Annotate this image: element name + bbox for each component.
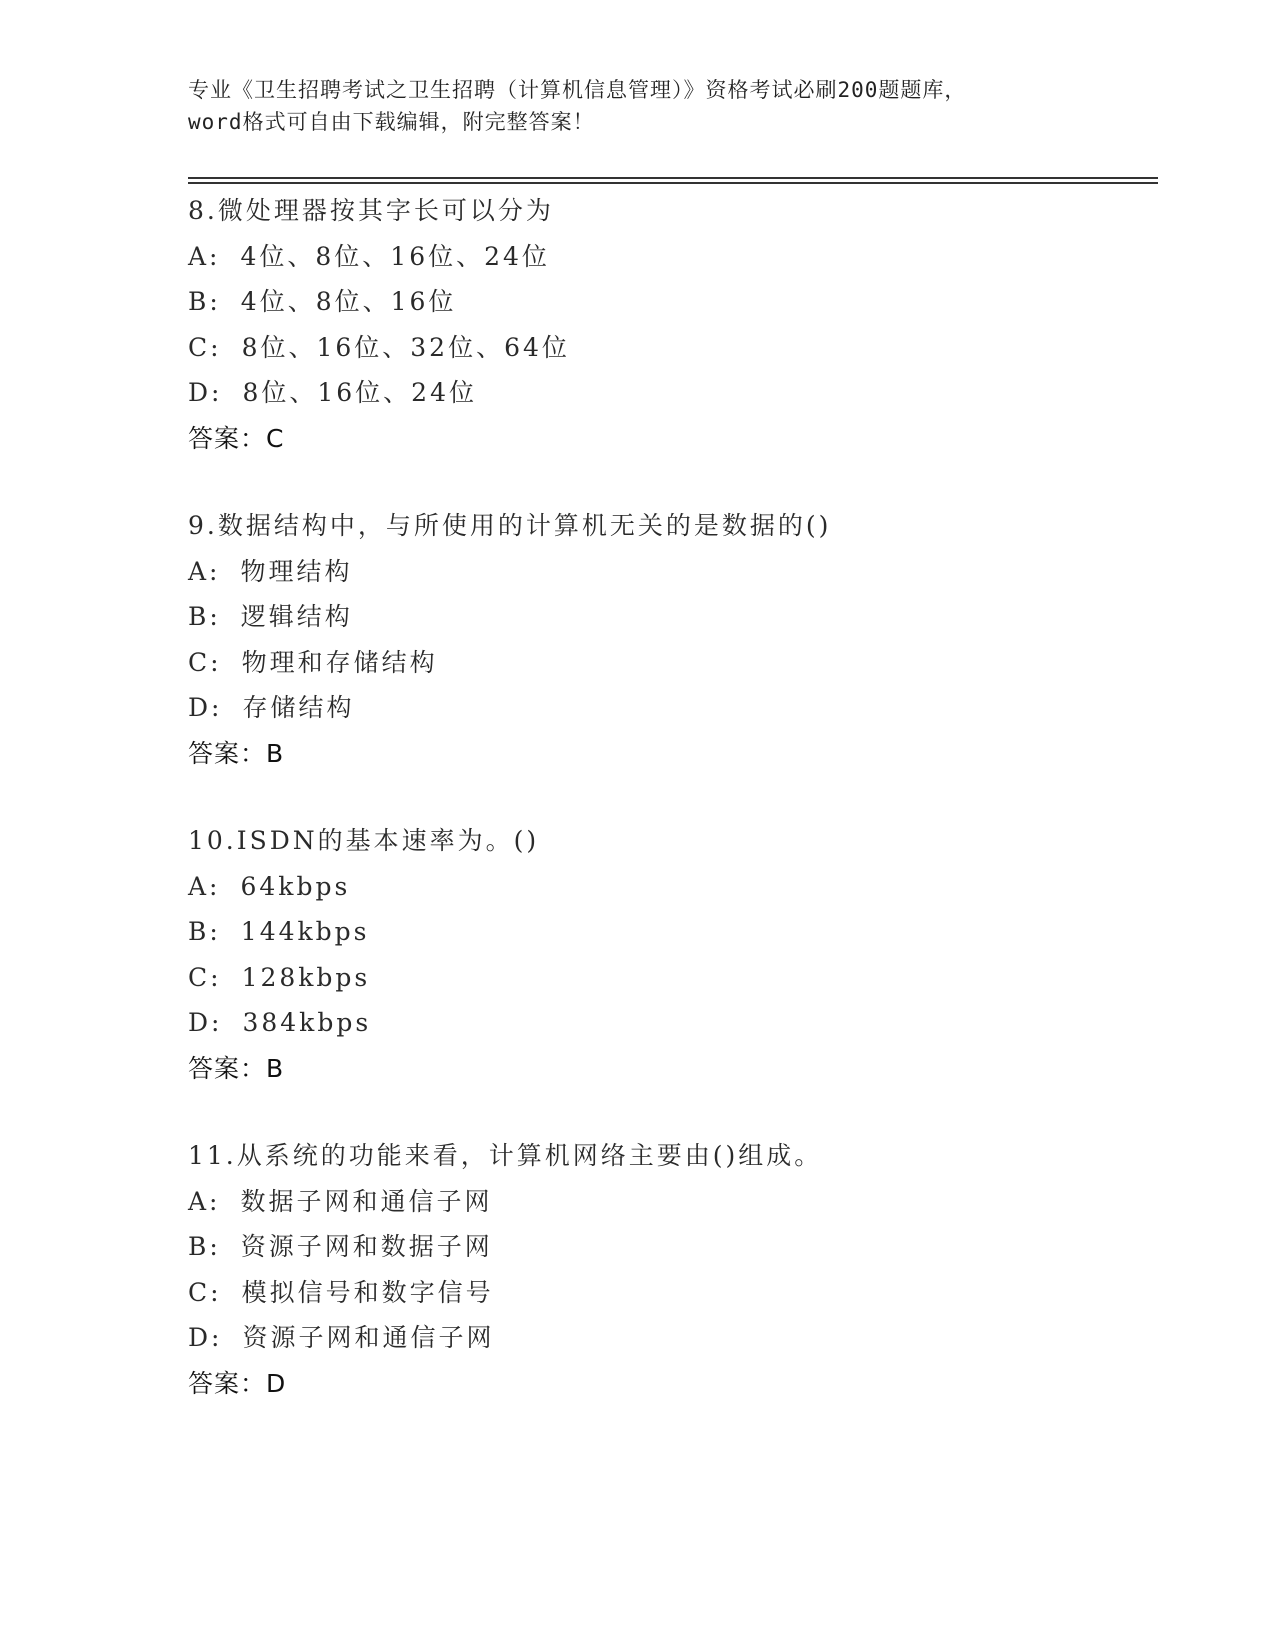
option-a xyxy=(188,234,1138,280)
question-block-11 xyxy=(188,1133,1138,1407)
header-divider-bottom xyxy=(188,182,1158,184)
option-b xyxy=(188,594,1138,640)
header-line-2: word格式可自由下载编辑，附完整答案！ xyxy=(188,110,595,134)
answer-line: 答案：B xyxy=(188,1053,285,1083)
option-letter: D: xyxy=(188,1323,223,1353)
option-letter: B: xyxy=(188,602,221,632)
option-text: 资源子网和数据子网 xyxy=(240,1232,493,1262)
option-letter: A: xyxy=(188,871,221,901)
option-letter: C: xyxy=(188,647,222,677)
option-text: 物理和存储结构 xyxy=(241,647,438,677)
option-text: 数据子网和通信子网 xyxy=(240,1186,493,1216)
question-block-8 xyxy=(188,188,1138,462)
option-letter: B: xyxy=(188,917,221,947)
option-d xyxy=(188,685,1138,731)
option-text: 存储结构 xyxy=(242,693,355,723)
question-text: 11.从系统的功能来看，计算机网络主要由()组成。 xyxy=(188,1141,823,1170)
option-letter: B: xyxy=(188,287,221,317)
header-divider-top xyxy=(188,177,1158,179)
question-text: 9.数据结构中，与所使用的计算机无关的是数据的() xyxy=(188,511,832,540)
answer-line: 答案：C xyxy=(188,423,285,453)
answer-line: 答案：B xyxy=(188,738,285,768)
option-text: 4位、8位、16位 xyxy=(240,287,457,317)
option-text: 模拟信号和数字信号 xyxy=(241,1277,494,1307)
option-c xyxy=(188,955,1138,1001)
option-c xyxy=(188,325,1138,371)
option-d xyxy=(188,1000,1138,1046)
option-d xyxy=(188,370,1138,416)
question-block-10 xyxy=(188,818,1138,1092)
option-text: 144kbps xyxy=(240,917,370,947)
question-text: 10.ISDN的基本速率为。() xyxy=(188,826,540,855)
option-text: 128kbps xyxy=(241,962,371,992)
option-text: 资源子网和通信子网 xyxy=(242,1323,495,1353)
option-letter: A: xyxy=(188,1186,221,1216)
question-block-9 xyxy=(188,503,1138,777)
option-letter: C: xyxy=(188,1277,222,1307)
option-letter: B: xyxy=(188,1232,221,1262)
option-a xyxy=(188,864,1138,910)
option-text: 逻辑结构 xyxy=(240,602,353,632)
option-b xyxy=(188,909,1138,955)
option-text: 8位、16位、32位、64位 xyxy=(241,332,570,362)
answer-line: 答案：D xyxy=(188,1368,287,1398)
option-b xyxy=(188,279,1138,325)
option-text: 物理结构 xyxy=(240,556,353,586)
option-b xyxy=(188,1224,1138,1270)
option-letter: D: xyxy=(188,378,223,408)
option-letter: C: xyxy=(188,332,222,362)
option-c xyxy=(188,1270,1138,1316)
option-text: 64kbps xyxy=(240,871,351,901)
option-letter: D: xyxy=(188,693,223,723)
document-header xyxy=(188,74,1108,138)
option-letter: D: xyxy=(188,1008,223,1038)
option-c xyxy=(188,640,1138,686)
option-d xyxy=(188,1315,1138,1361)
option-letter: A: xyxy=(188,241,221,271)
option-letter: C: xyxy=(188,962,222,992)
question-text: 8.微处理器按其字长可以分为 xyxy=(188,196,554,225)
option-text: 384kbps xyxy=(242,1008,372,1038)
option-a xyxy=(188,1179,1138,1225)
header-line-1: 专业《卫生招聘考试之卫生招聘（计算机信息管理）》资格考试必刷200题题库， xyxy=(188,78,967,102)
option-text: 4位、8位、16位、24位 xyxy=(240,241,550,271)
option-text: 8位、16位、24位 xyxy=(242,378,477,408)
option-letter: A: xyxy=(188,556,221,586)
option-a xyxy=(188,549,1138,595)
